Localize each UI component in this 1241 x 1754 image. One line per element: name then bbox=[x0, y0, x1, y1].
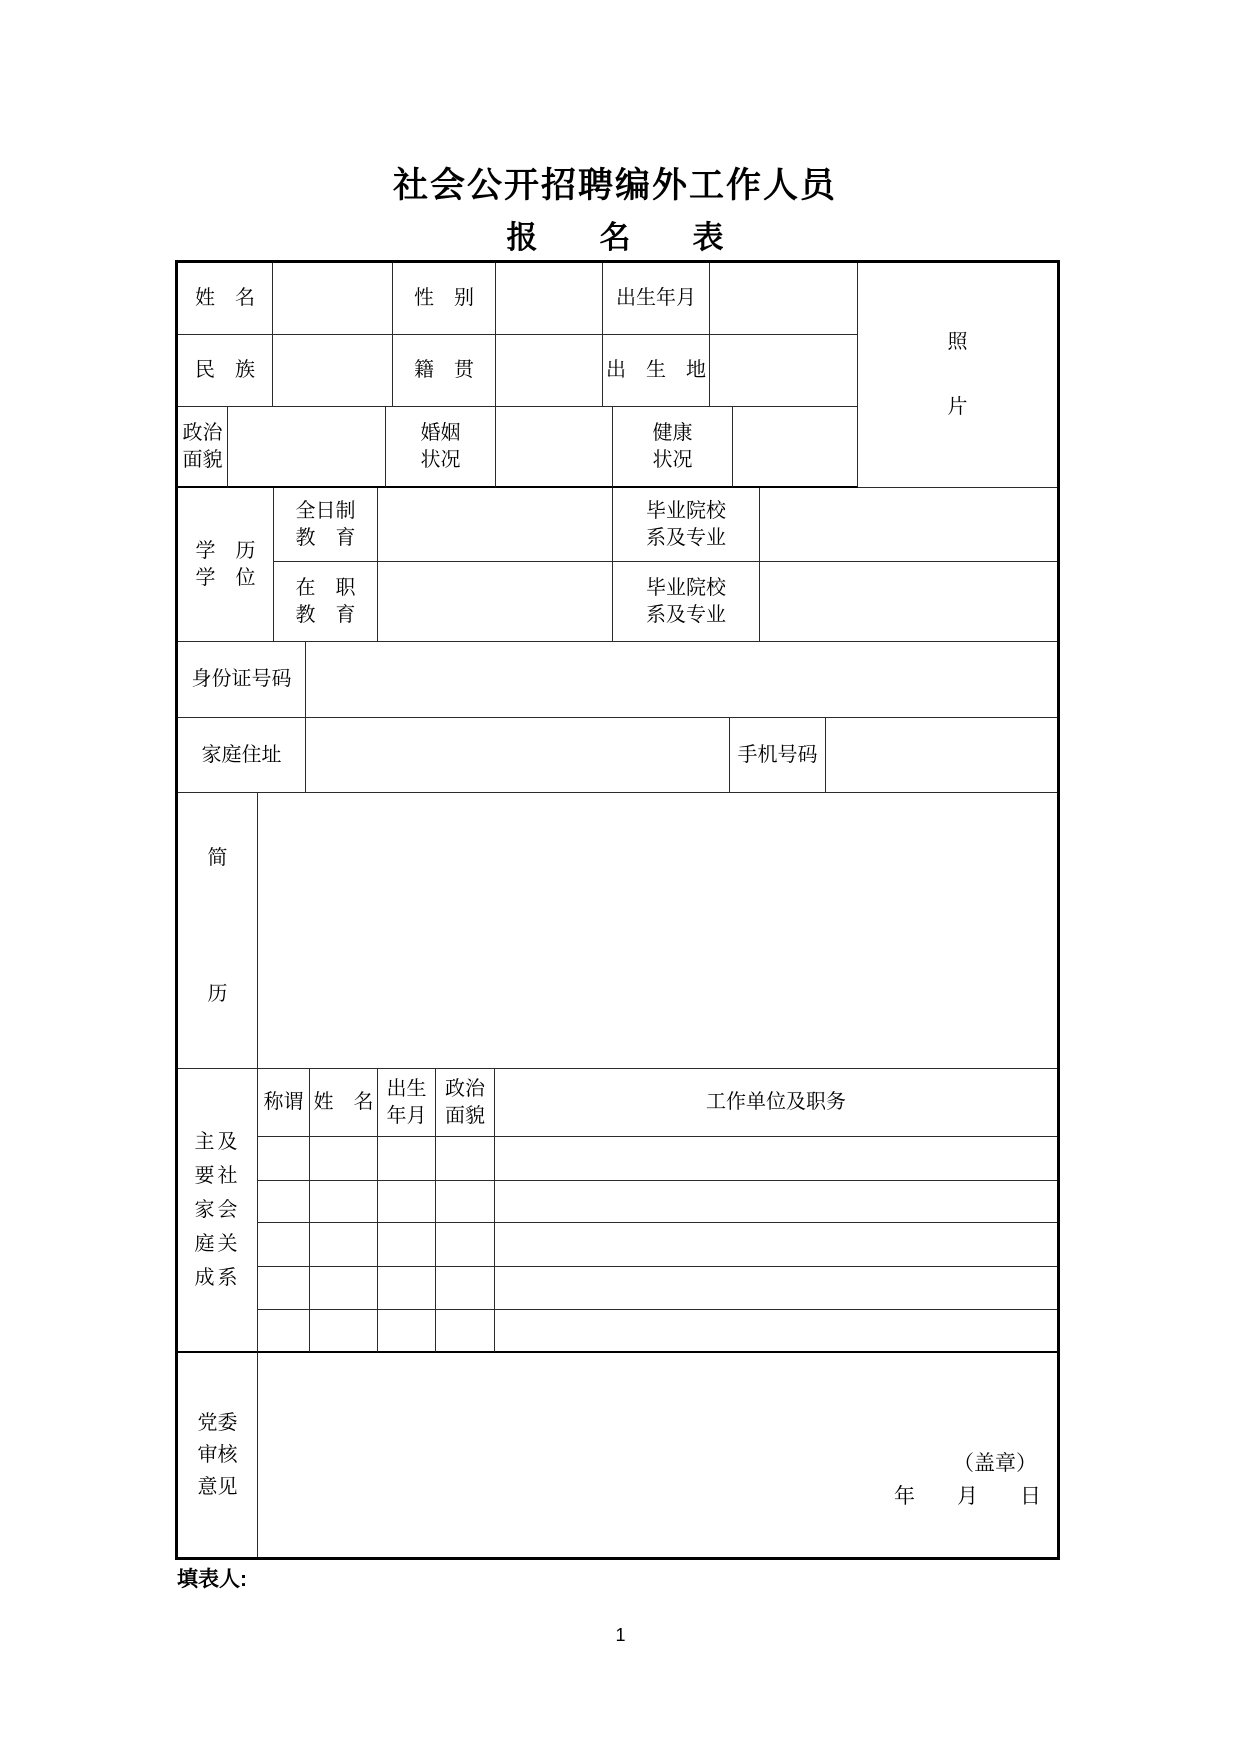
family-row-cell bbox=[378, 1137, 436, 1181]
family-header-birth: 出生 年月 bbox=[378, 1069, 436, 1137]
politics-value-cell bbox=[228, 407, 386, 488]
resume-content-cell bbox=[258, 793, 1057, 1069]
form-filler-label: 填表人: bbox=[177, 1568, 247, 1591]
gender-value-cell bbox=[496, 263, 603, 335]
family-row-cell bbox=[378, 1267, 436, 1310]
onjob-school-label: 毕业院校 系及专业 bbox=[613, 562, 760, 642]
form-title: 社会公开招聘编外工作人员 bbox=[392, 166, 837, 205]
id-number-label: 身份证号码 bbox=[178, 642, 306, 718]
mobile-label: 手机号码 bbox=[730, 718, 826, 793]
family-row-cell bbox=[495, 1310, 1057, 1353]
family-row-cell bbox=[436, 1310, 495, 1353]
family-relations-label: 主及 要社 家会 庭关 成系 bbox=[178, 1069, 258, 1353]
ethnicity-label: 民 族 bbox=[178, 335, 273, 407]
family-row-cell bbox=[258, 1310, 310, 1353]
family-row-cell bbox=[310, 1181, 378, 1223]
seal-placeholder: （盖章） bbox=[953, 1451, 1037, 1475]
page-number: 1 bbox=[615, 1625, 626, 1645]
form-subtitle: 报 名 表 bbox=[506, 220, 724, 255]
family-row-cell bbox=[436, 1137, 495, 1181]
native-place-value-cell bbox=[496, 335, 603, 407]
education-degree-label: 学 历 学 位 bbox=[178, 488, 274, 642]
application-form-table bbox=[175, 260, 1060, 1560]
family-header-work-unit: 工作单位及职务 bbox=[495, 1069, 1057, 1137]
birth-place-value-cell bbox=[710, 335, 858, 407]
family-row-cell bbox=[310, 1223, 378, 1267]
fulltime-school-value-cell bbox=[760, 488, 1057, 562]
birth-place-label: 出 生 地 bbox=[603, 335, 710, 407]
family-row-cell bbox=[436, 1223, 495, 1267]
ethnicity-value-cell bbox=[273, 335, 393, 407]
resume-label: 简 历 bbox=[178, 793, 258, 1069]
home-address-value-cell bbox=[306, 718, 730, 793]
family-row-cell bbox=[436, 1267, 495, 1310]
photo-placeholder: 照 片 bbox=[858, 263, 1057, 488]
birth-date-label: 出生年月 bbox=[603, 263, 710, 335]
family-row-cell bbox=[258, 1223, 310, 1267]
family-row-cell bbox=[310, 1137, 378, 1181]
fulltime-education-value-cell bbox=[378, 488, 613, 562]
family-row-cell bbox=[495, 1223, 1057, 1267]
family-row-cell bbox=[378, 1181, 436, 1223]
onjob-education-value-cell bbox=[378, 562, 613, 642]
family-row-cell bbox=[495, 1267, 1057, 1310]
party-audit-content-cell bbox=[258, 1353, 1057, 1557]
family-header-relation: 称谓 bbox=[258, 1069, 310, 1137]
party-audit-label: 党委 审核 意见 bbox=[178, 1353, 258, 1557]
seal-and-date-block bbox=[894, 1447, 1041, 1513]
family-row-cell bbox=[495, 1181, 1057, 1223]
family-row-cell bbox=[495, 1137, 1057, 1181]
health-value-cell bbox=[733, 407, 858, 488]
family-row-cell bbox=[310, 1310, 378, 1353]
marital-value-cell bbox=[496, 407, 613, 488]
family-header-politics: 政治 面貌 bbox=[436, 1069, 495, 1137]
fulltime-education-label: 全日制 教 育 bbox=[274, 488, 378, 562]
onjob-education-label: 在 职 教 育 bbox=[274, 562, 378, 642]
gender-label: 性 别 bbox=[393, 263, 496, 335]
id-number-value-cell bbox=[306, 642, 1057, 718]
family-row-cell bbox=[436, 1181, 495, 1223]
family-row-cell bbox=[378, 1223, 436, 1267]
family-row-cell bbox=[258, 1267, 310, 1310]
name-value-cell bbox=[273, 263, 393, 335]
marital-label: 婚姻 状况 bbox=[386, 407, 496, 488]
family-row-cell bbox=[258, 1137, 310, 1181]
politics-label: 政治 面貌 bbox=[178, 407, 228, 488]
name-label: 姓 名 bbox=[178, 263, 273, 335]
family-header-name: 姓 名 bbox=[310, 1069, 378, 1137]
home-address-label: 家庭住址 bbox=[178, 718, 306, 793]
family-row-cell bbox=[310, 1267, 378, 1310]
fulltime-school-label: 毕业院校 系及专业 bbox=[613, 488, 760, 562]
date-placeholder: 年 月 日 bbox=[894, 1484, 1041, 1508]
family-row-cell bbox=[258, 1181, 310, 1223]
family-row-cell bbox=[378, 1310, 436, 1353]
mobile-value-cell bbox=[826, 718, 1057, 793]
birth-date-value-cell bbox=[710, 263, 858, 335]
native-place-label: 籍 贯 bbox=[393, 335, 496, 407]
health-label: 健康 状况 bbox=[613, 407, 733, 488]
onjob-school-value-cell bbox=[760, 562, 1057, 642]
